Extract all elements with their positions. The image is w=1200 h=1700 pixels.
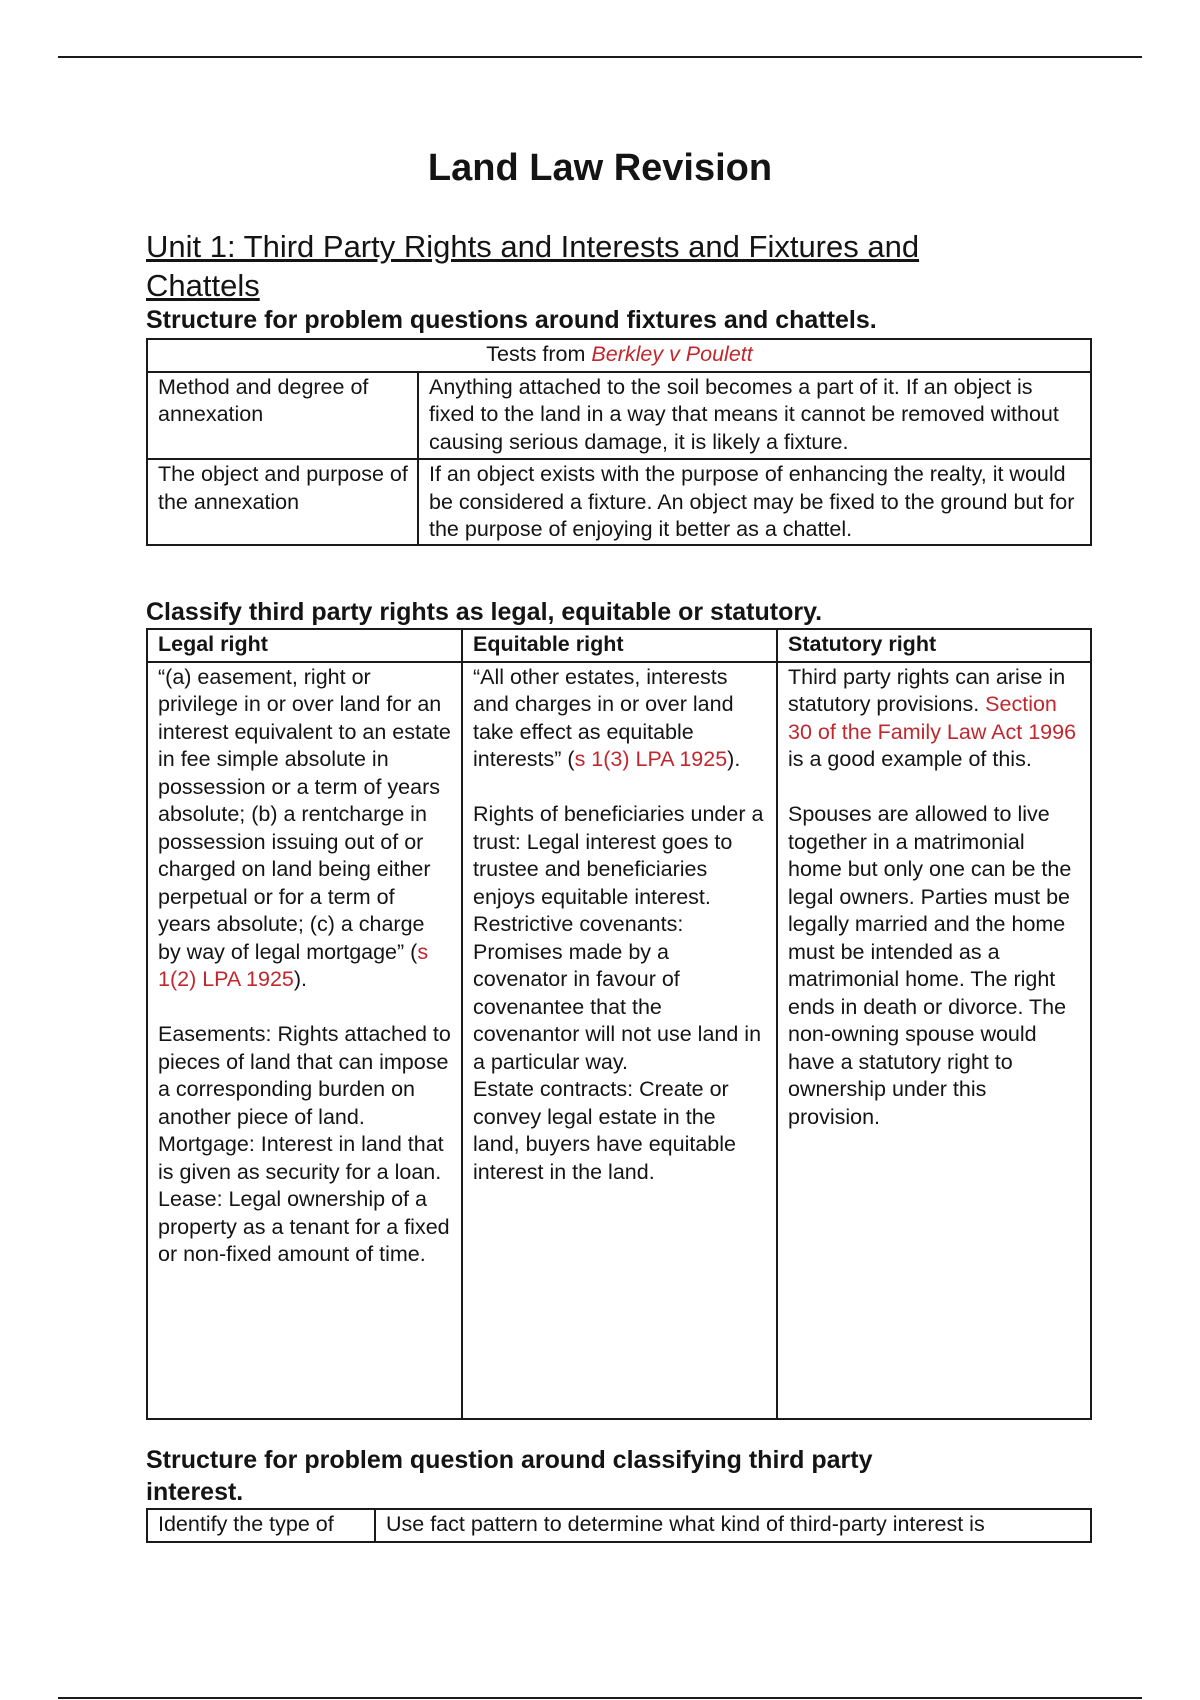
- classify-section-heading: Structure for problem question around classifying third party interest.: [146, 1446, 873, 1506]
- page-title: Land Law Revision: [427, 147, 773, 189]
- header-legal-right: Legal right: [147, 629, 462, 662]
- fixtures-caption-row: [147, 339, 1091, 372]
- lease-text: Lease: Legal ownership of a property as a tenant for a fixed or non-fixed amount of time.: [158, 1187, 450, 1266]
- equitable-citation: s 1(3) LPA 1925: [574, 747, 728, 771]
- row-label: The object and purpose of the annexation: [147, 459, 418, 545]
- fixtures-section-heading: Structure for problem questions around fixtures and chattels.: [146, 306, 877, 334]
- equitable-right-cell: [462, 662, 777, 1419]
- header-statutory-right: Statutory right: [777, 629, 1091, 662]
- rights-header-row: [147, 629, 1091, 662]
- table-row: [147, 372, 1091, 460]
- top-divider: [58, 56, 1142, 58]
- statutory-right-cell: [777, 662, 1091, 1419]
- rights-table: [146, 628, 1092, 1420]
- legal-definition: “(a) easement, right or privilege in or over land for an interest equivalent to an estate in fee simple absolute in possession or a term of years absolute; (b) a rentcharge in possession issuing out of or charged on land being either perpetual or for a term of years absolute; (c) a charge by way of legal mortgage” (s 1(2) LPA 1925).: [158, 664, 451, 991]
- mortgage-text: Mortgage: Interest in land that is given as security for a loan.: [158, 1132, 444, 1184]
- row-label: Method and degree of annexation: [147, 372, 418, 460]
- legal-citation: s 1(2) LPA 1925: [158, 939, 429, 991]
- caption-prefix: Tests from: [486, 342, 592, 366]
- statutory-citation: Section 30 of the Family Law Act 1996: [788, 692, 1077, 744]
- row-text: If an object exists with the purpose of enhancing the realty, it would be considered a fixture. An object may be fixed to the ground but for the purpose of enjoying it better as a chattel.: [418, 459, 1091, 545]
- fixtures-caption: [147, 339, 1091, 372]
- easements-text: Easements: Rights attached to pieces of land that can impose a corresponding burden on another piece of land.: [158, 1022, 451, 1129]
- row-label: Identify the type of: [147, 1509, 375, 1542]
- case-citation: Berkley v Poulett: [591, 342, 753, 366]
- header-equitable-right: Equitable right: [462, 629, 777, 662]
- classify-table: [146, 1508, 1092, 1543]
- table-row: [147, 459, 1091, 545]
- rights-section-heading: Classify third party rights as legal, equitable or statutory.: [146, 598, 823, 626]
- covenants-text: Restrictive covenants: Promises made by a covenator in favour of covenantee that the covenantor will not use land in a particular way.: [473, 912, 762, 1074]
- bottom-divider: [58, 1697, 1142, 1699]
- equitable-definition: “All other estates, interests and charges in or over land take effect as equitable interests” (s 1(3) LPA 1925).: [473, 664, 741, 771]
- table-row: [147, 1509, 1091, 1542]
- fixtures-table: [146, 338, 1092, 546]
- rights-content-row: [147, 662, 1091, 1419]
- row-text: Anything attached to the soil becomes a part of it. If an object is fixed to the land in a way that means it cannot be removed without causing serious damage, it is likely a fixture.: [418, 372, 1091, 460]
- row-text: Use fact pattern to determine what kind of third-party interest is: [375, 1509, 1091, 1542]
- legal-right-cell: [147, 662, 462, 1419]
- estate-contracts-text: Estate contracts: Create or convey legal estate in the land, buyers have equitable interest in the land.: [473, 1077, 736, 1184]
- statutory-definition: Third party rights can arise in statutory provisions. Section 30 of the Family Law Act 1996 is a good example of this.: [788, 664, 1077, 771]
- spouses-text: Spouses are allowed to live together in a matrimonial home but only one can be the legal owners. Parties must be legally married and the home must be intended as a matrimonial home. The right ends in death or divorce. The non-owning spouse would have a statutory right to ownership under this provision.: [788, 802, 1072, 1129]
- beneficiaries-text: Rights of beneficiaries under a trust: Legal interest goes to trustee and beneficiaries enjoys equitable interest.: [473, 802, 764, 909]
- unit-heading: Unit 1: Third Party Rights and Interests and Fixtures and Chattels: [146, 229, 920, 303]
